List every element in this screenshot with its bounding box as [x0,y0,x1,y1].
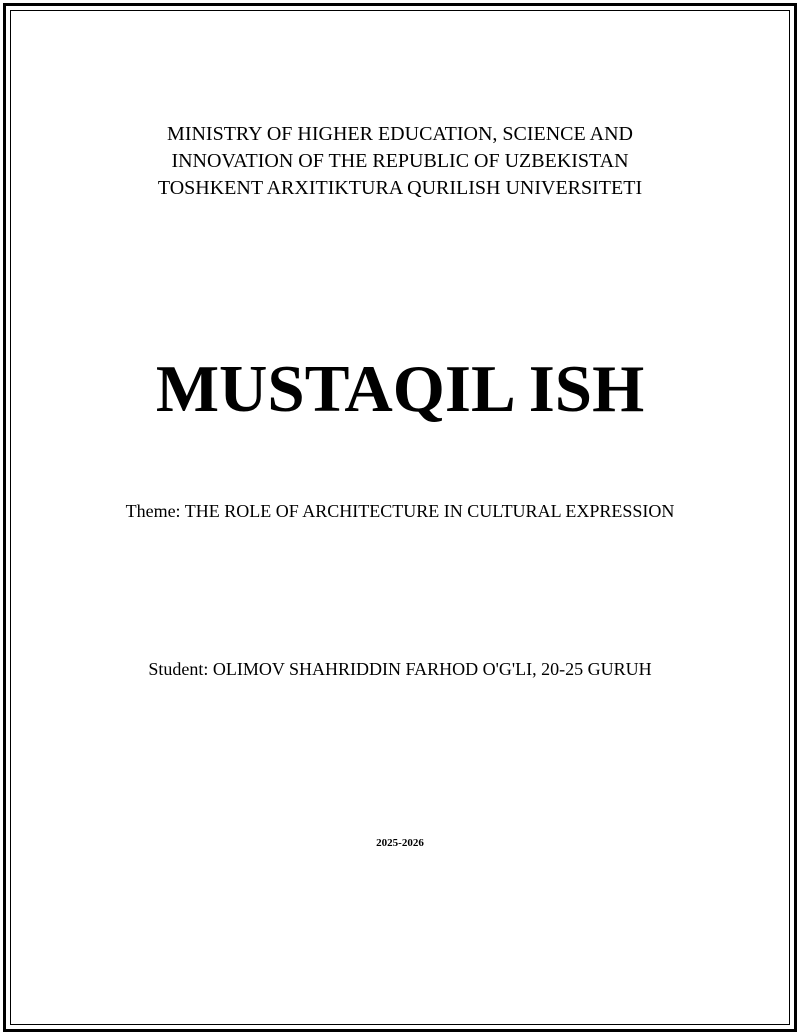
student-line: Student: OLIMOV SHAHRIDDIN FARHOD O'G'LI, 20-25 GURUH [148,659,652,679]
theme-line: Theme: THE ROLE OF ARCHITECTURE IN CULTURAL EXPRESSION [125,501,675,521]
institution-header [0,121,800,202]
academic-year: 2025-2026 [376,837,424,849]
document-title: MUSTAQIL ISH [155,352,645,426]
header-line-republic: INNOVATION OF THE REPUBLIC OF UZBEKISTAN [171,150,629,172]
header-line-university: TOSHKENT ARXITIKTURA QURILISH UNIVERSITETI [157,177,643,199]
header-line-ministry: MINISTRY OF HIGHER EDUCATION, SCIENCE AND [167,123,633,145]
